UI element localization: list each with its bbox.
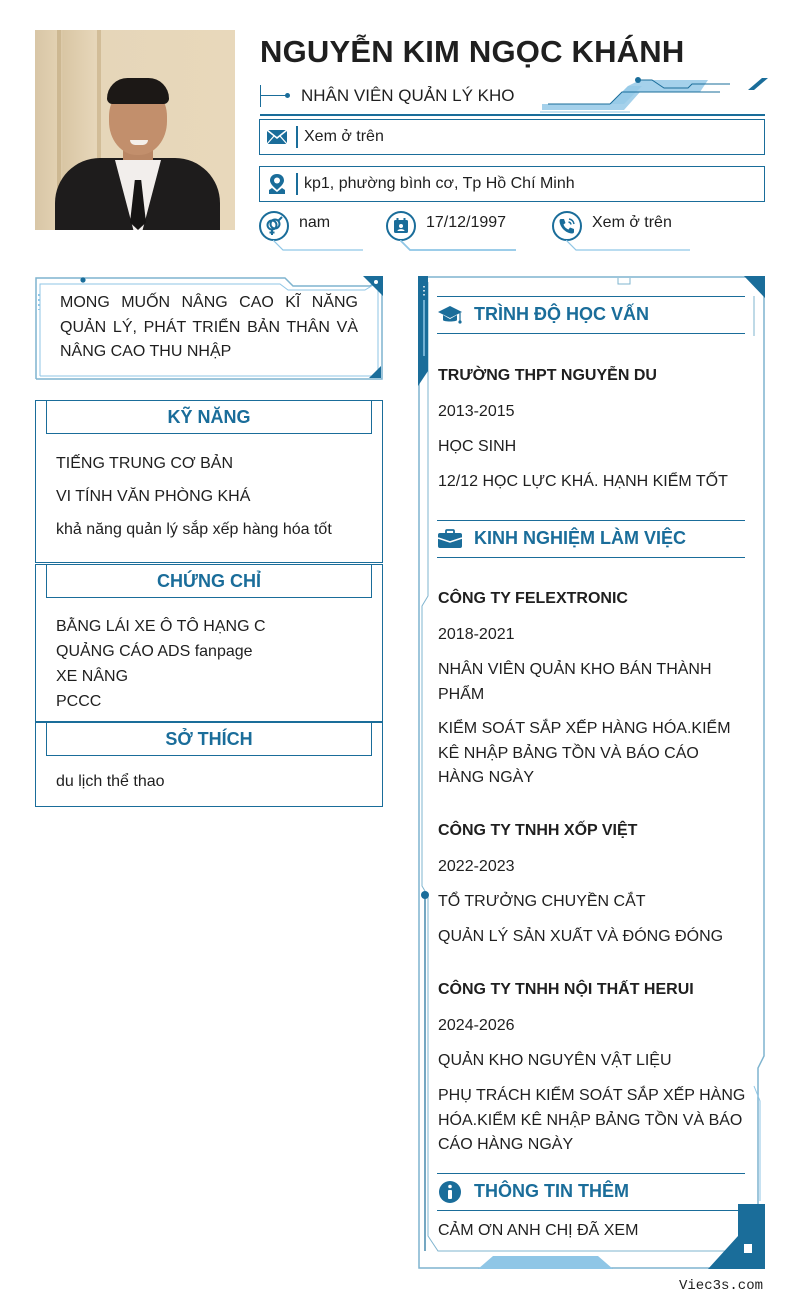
email-value: Xem ở trên — [304, 128, 384, 145]
experience-header — [437, 520, 745, 558]
email-field — [259, 119, 765, 155]
experience-company: CÔNG TY FELEXTRONIC — [438, 590, 628, 607]
gender-underline — [273, 240, 365, 252]
certificate-item: XE NÂNG — [56, 668, 129, 685]
additional-info-text: CẢM ƠN ANH CHỊ ĐÃ XEM — [438, 1222, 639, 1239]
experience-position: TỔ TRƯỞNG CHUYỀN CẮT — [438, 893, 646, 910]
education-header — [437, 296, 745, 334]
experience-description: PHỤ TRÁCH KIỂM SOÁT SẮP XẾP HÀNG HÓA.KIỂM KÊ NHẬP BẢNG TỒN VÀ BÁO CÁO HÀNG NGÀY — [438, 1087, 746, 1153]
info-icon — [437, 1181, 463, 1203]
experience-period: 2018-2021 — [438, 626, 515, 643]
gender-info — [259, 207, 369, 252]
profile-photo — [35, 30, 235, 230]
objective-text: MONG MUỐN NÂNG CAO KĨ NĂNG QUẢN LÝ, PHÁT TRIỂN BẢN THÂN VÀ NÂNG CAO THU NHẬP — [60, 294, 358, 360]
hobbies-section — [35, 722, 383, 807]
job-title-connector-icon — [260, 85, 290, 107]
hobbies-title: SỞ THÍCH — [46, 723, 372, 756]
experience-company: CÔNG TY TNHH XỐP VIỆT — [438, 822, 638, 839]
birthday-value: 17/12/1997 — [426, 214, 507, 231]
candidate-name: NGUYỄN KIM NGỌC KHÁNH — [260, 34, 685, 69]
skill-item: khả năng quản lý sắp xếp hàng hóa tốt — [56, 521, 332, 538]
education-title: TRÌNH ĐỘ HỌC VẤN — [474, 304, 649, 324]
experience-position: QUẢN KHO NGUYÊN VẬT LIỆU — [438, 1052, 672, 1069]
certificate-item: PCCC — [56, 693, 102, 710]
map-pin-icon — [265, 172, 289, 196]
experience-position: NHÂN VIÊN QUẢN KHO BÁN THÀNH PHẨM — [438, 661, 712, 703]
education-detail: 12/12 HỌC LỰC KHÁ. HẠNH KIỂM TỐT — [438, 473, 728, 490]
experience-period: 2024-2026 — [438, 1017, 515, 1034]
skill-item: TIẾNG TRUNG CƠ BẢN — [56, 455, 233, 472]
certificates-section — [35, 564, 383, 722]
phone-value: Xem ở trên — [592, 214, 672, 231]
job-title: NHÂN VIÊN QUẢN LÝ KHO — [301, 86, 515, 105]
phone-underline — [566, 240, 692, 252]
experience-description: QUẢN LÝ SẢN XUẤT VÀ ĐÓNG ĐÓNG — [438, 928, 724, 945]
header-divider — [260, 114, 765, 116]
calendar-icon — [386, 211, 416, 241]
circuit-decoration-icon — [540, 74, 770, 114]
birthday-info — [386, 207, 526, 252]
hobby-item: du lịch thể thao — [56, 773, 165, 790]
envelope-icon — [265, 125, 289, 149]
address-value: kp1, phường bình cơ, Tp Hồ Chí Minh — [304, 175, 575, 192]
skills-title: KỸ NĂNG — [46, 401, 372, 434]
education-period: 2013-2015 — [438, 403, 515, 420]
skills-section — [35, 400, 383, 563]
additional-info-title: THÔNG TIN THÊM — [474, 1181, 629, 1201]
phone-icon — [552, 211, 582, 241]
graduation-cap-icon — [437, 304, 463, 326]
experience-period: 2022-2023 — [438, 858, 515, 875]
phone-info — [552, 207, 692, 252]
career-objective — [35, 276, 383, 380]
briefcase-icon — [437, 528, 463, 550]
watermark: Viec3s.com — [678, 1278, 763, 1294]
experience-description: KIỂM SOÁT SẮP XẾP HÀNG HÓA.KIỂM KÊ NHẬP BẢNG TỒN VÀ BÁO CÁO HÀNG NGÀY — [438, 720, 731, 786]
experience-company: CÔNG TY TNHH NỘI THẤT HERUI — [438, 981, 694, 998]
birthday-underline — [400, 240, 518, 252]
address-field — [259, 166, 765, 202]
skill-item: VI TÍNH VĂN PHÒNG KHÁ — [56, 488, 251, 505]
gender-icon — [259, 211, 289, 241]
education-school: TRƯỜNG THPT NGUYỄN DU — [438, 367, 657, 384]
additional-info-header — [437, 1173, 745, 1211]
experience-title: KINH NGHIỆM LÀM VIỆC — [474, 528, 687, 548]
gender-value: nam — [299, 214, 331, 231]
certificate-item: BẰNG LÁI XE Ô TÔ HẠNG C — [56, 618, 266, 635]
education-role: HỌC SINH — [438, 438, 517, 455]
certificate-item: QUẢNG CÁO ADS fanpage — [56, 643, 253, 660]
certificates-title: CHỨNG CHỈ — [46, 565, 372, 598]
